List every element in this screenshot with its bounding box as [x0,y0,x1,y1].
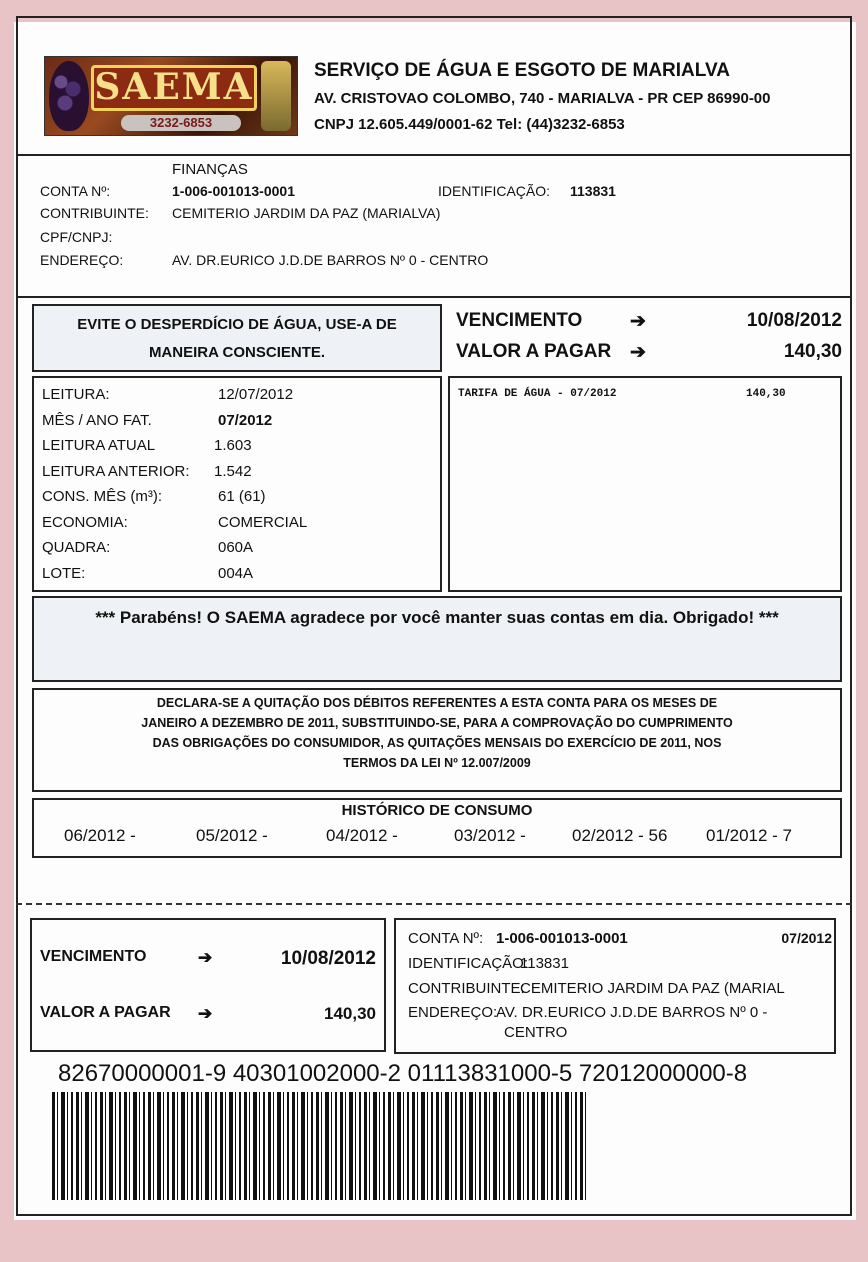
reading-label: QUADRA: [42,539,111,556]
barcode [52,1092,586,1200]
declaration-line: JANEIRO A DEZEMBRO DE 2011, SUBSTITUINDO-SE, PARA A COMPROVAÇÃO DO CUMPRIMENTO [141,716,733,730]
tariff-label: TARIFA DE ÁGUA - 07/2012 [458,388,617,400]
arrow-right-icon: ➔ [198,1004,213,1023]
header-divider [16,154,852,156]
reading-label: LEITURA ANTERIOR: [42,462,190,480]
grapes-icon [49,61,89,131]
reading-label: MÊS / ANO FAT. [42,411,152,429]
history-item: 06/2012 - [64,826,136,845]
history-item: 03/2012 - [454,826,526,845]
declaration-line: DECLARA-SE A QUITAÇÃO DOS DÉBITOS REFERENTES A ESTA CONTA PARA OS MESES DE [156,696,718,710]
endereco-label: ENDEREÇO: [40,252,124,268]
arrow-right-icon: ➔ [630,311,646,332]
stub-venc-label: VENCIMENTO [40,948,147,965]
barcode-digits: 82670000001-9 40301002000-2 01113831000-5 72012000000-8 [58,1060,748,1087]
stub-ident-value: 113831 [520,955,569,972]
stub-conta-label: CONTA Nº: [408,930,484,947]
notice-line2: MANEIRA CONSCIENTE. [148,344,326,361]
venc-label: VENCIMENTO [456,310,583,331]
tariff-value: 140,30 [746,388,786,400]
reading-box [32,376,442,592]
stub-valor-value: 140,30 [324,1004,376,1023]
stub-endereco-value1: AV. DR.EURICO J.D.DE BARROS Nº 0 - [496,1004,768,1021]
cut-line [16,903,852,905]
history-item: 05/2012 - [196,826,268,845]
stub-ident-label: IDENTIFICAÇÃO: [408,955,529,972]
conta-value: 1-006-001013-0001 [172,183,295,199]
cpf-label: CPF/CNPJ: [40,229,113,245]
contrib-value: CEMITERIO JARDIM DA PAZ (MARIALVA) [172,205,441,221]
reading-value: 12/07/2012 [218,386,294,403]
reading-label: ECONOMIA: [42,513,128,531]
stub-contrib-value: CEMITERIO JARDIM DA PAZ (MARIAL [520,980,785,997]
reading-label: LEITURA ATUAL [42,437,156,454]
conta-label: CONTA Nº: [40,183,111,199]
reading-label: LOTE: [42,564,86,582]
reading-value: 1.603 [214,437,252,454]
history-item: 02/2012 - 56 [572,826,668,845]
reading-label: LEITURA: [42,386,110,403]
thanks-message: *** Parabéns! O SAEMA agradece por você manter suas contas em dia. Obrigado! *** [95,608,779,627]
stub-mes: 07/2012 [781,930,832,946]
contrib-label: CONTRIBUINTE: [40,205,149,221]
reading-value: COMERCIAL [218,513,308,531]
stub-endereco-label: ENDEREÇO: [408,1004,498,1021]
valor-label: VALOR A PAGAR [456,341,612,362]
dept-label: FINANÇAS [172,161,248,178]
reading-value: 060A [218,539,254,556]
stub-venc-value: 10/08/2012 [280,948,376,969]
notice-line1: EVITE O DESPERDÍCIO DE ÁGUA, USE-A DE [77,316,397,333]
stub-endereco-value2: CENTRO [504,1024,568,1041]
reading-value: 1.542 [214,462,252,480]
declaration-box [32,688,842,792]
arrow-right-icon: ➔ [630,342,646,363]
declaration-line: TERMOS DA LEI Nº 12.007/2009 [343,756,531,770]
ident-label: IDENTIFICAÇÃO: [438,183,551,199]
saema-logo [44,56,298,136]
company-name: SERVIÇO DE ÁGUA E ESGOTO DE MARIALVA [314,60,730,81]
stub-contrib-label: CONTRIBUINTE: [408,980,525,997]
arrow-right-icon: ➔ [198,948,213,967]
stub-conta-value: 1-006-001013-0001 [496,930,628,947]
ident-value: 113831 [570,183,616,199]
history-item: 04/2012 - [326,826,398,845]
endereco-value: AV. DR.EURICO J.D.DE BARROS Nº 0 - CENTRO [172,252,489,268]
stub-account-box [394,918,836,1054]
venc-value: 10/08/2012 [746,310,842,331]
tariff-box [448,376,842,592]
notice-box [32,304,442,372]
reading-label: CONS. MÊS (m³): [42,488,162,505]
logo-text: SAEMA [91,65,257,111]
stub-valor-label: VALOR A PAGAR [40,1004,171,1021]
valor-value: 140,30 [783,341,842,362]
declaration-line: DAS OBRIGAÇÕES DO CONSUMIDOR, AS QUITAÇÕES MENSAIS DO EXERCÍCIO DE 2011, NOS [152,736,722,750]
company-address: AV. CRISTOVAO COLOMBO, 740 - MARIALVA - PR CEP 86990-00 [314,90,771,107]
reading-value: 07/2012 [218,411,273,429]
history-item: 01/2012 - 7 [706,826,793,845]
logo-phone: 3232-6853 [121,115,241,131]
message-box [32,596,842,682]
account-divider [16,296,852,298]
stub-due-box [30,918,386,1052]
company-cnpj-tel: CNPJ 12.605.449/0001-62 Tel: (44)3232-6853 [314,116,625,133]
reading-value: 004A [218,564,254,582]
history-title: HISTÓRICO DE CONSUMO [341,802,533,819]
history-box [32,798,842,858]
faucet-icon [261,61,291,131]
reading-value: 61 (61) [218,488,266,505]
